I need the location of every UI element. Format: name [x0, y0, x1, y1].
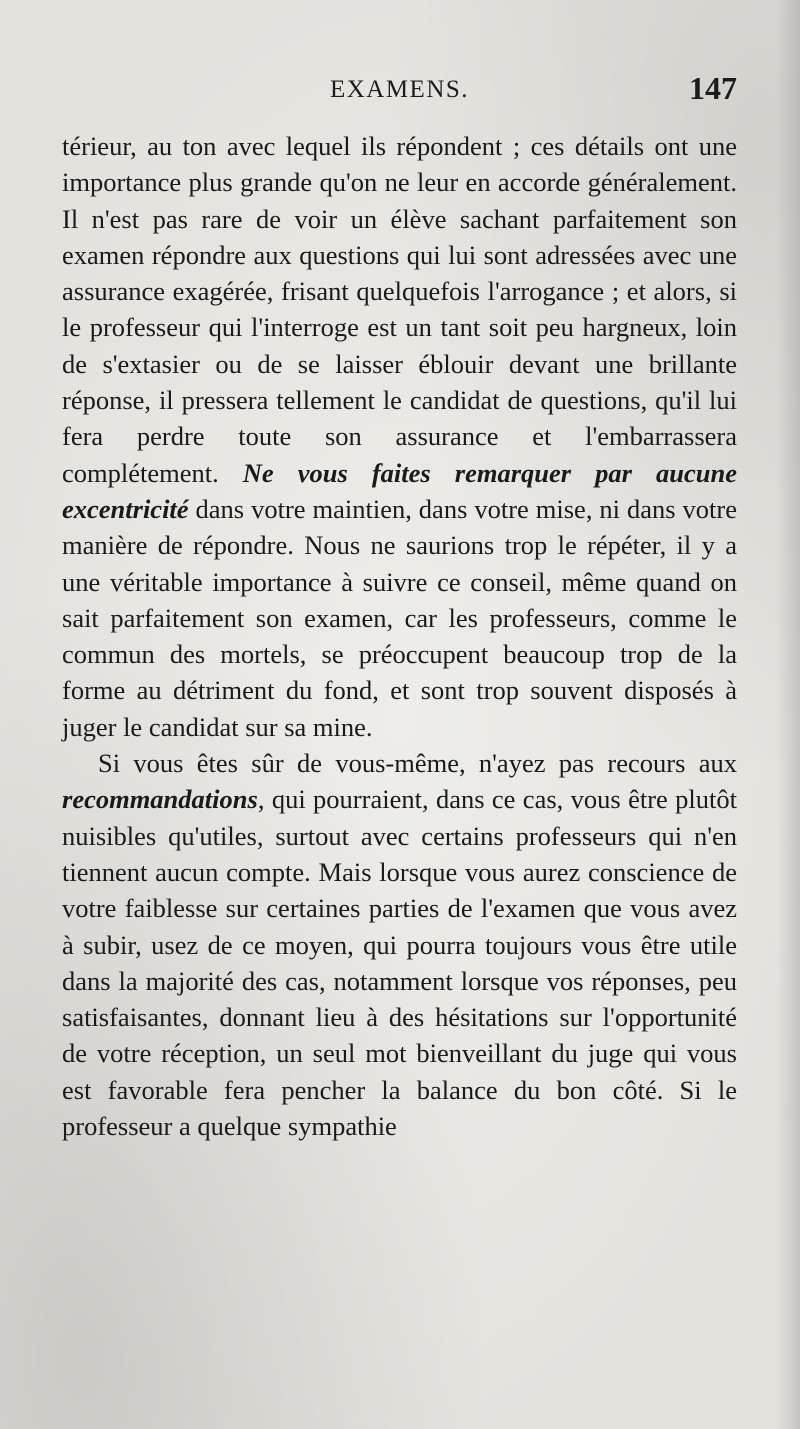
text-segment: dans votre maintien, dans votre mise, ni dans votre manière de répondre. Nous ne saurions trop le répéter, il y a une véritable importance à suivre ce conseil, même quand on sait parfaitement son examen, car les professeurs, comme le commun des mortels, se préoccupent beaucoup trop de la forme au détriment du fond, et sont trop souvent disposés à juger le candidat sur sa mine. — [62, 493, 737, 742]
text-segment: Si vous êtes sûr de vous-même, n'ayez pas recours aux — [98, 748, 737, 779]
paragraph-2 — [62, 745, 737, 1144]
text-segment: térieur, au ton avec lequel ils répondent ; ces détails ont une importance plus grande qu'on ne leur en accorde généralement. Il n'est pas rare de voir un élève sachant parfaitement son examen répondre aux questions qui lui sont adressées avec une assurance exagérée, frisant quelquefois l'arrogance ; et alors, si le professeur qui l'interroge est un tant soit peu hargneux, loin de s'extasier ou de se laisser éblouir devant une brillante réponse, il pressera tellement le candidat de questions, qu'il lui fera perdre toute son assurance et l'embarrassera complétement. — [62, 131, 737, 488]
text-segment: , qui pourraient, dans ce cas, vous être plutôt nuisibles qu'utiles, surtout avec certains professeurs qui n'en tiennent aucun compte. Mais lorsque vous aurez conscience de votre faiblesse sur certaines parties de l'examen que vous avez à subir, usez de ce moyen, qui pourra toujours vous être utile dans la majorité des cas, notamment lorsque vos réponses, peu satisfaisantes, donnant lieu à des hésitations sur l'opportunité de votre réception, un seul mot bienveillant du juge qui vous est favorable fera pencher la balance du bon côté. Si le professeur a quelque sympathie — [62, 784, 737, 1142]
page-header — [62, 70, 737, 110]
paragraph-1 — [62, 128, 737, 745]
running-head: EXAMENS. — [329, 76, 470, 103]
page-edge-shadow — [776, 0, 800, 1429]
page-number: 147 — [689, 70, 737, 106]
italic-phrase: recommandations — [62, 784, 258, 815]
body-text — [62, 128, 737, 1144]
italic-phrase: Ne vous faites remarquer par aucune excentricité — [62, 457, 737, 524]
